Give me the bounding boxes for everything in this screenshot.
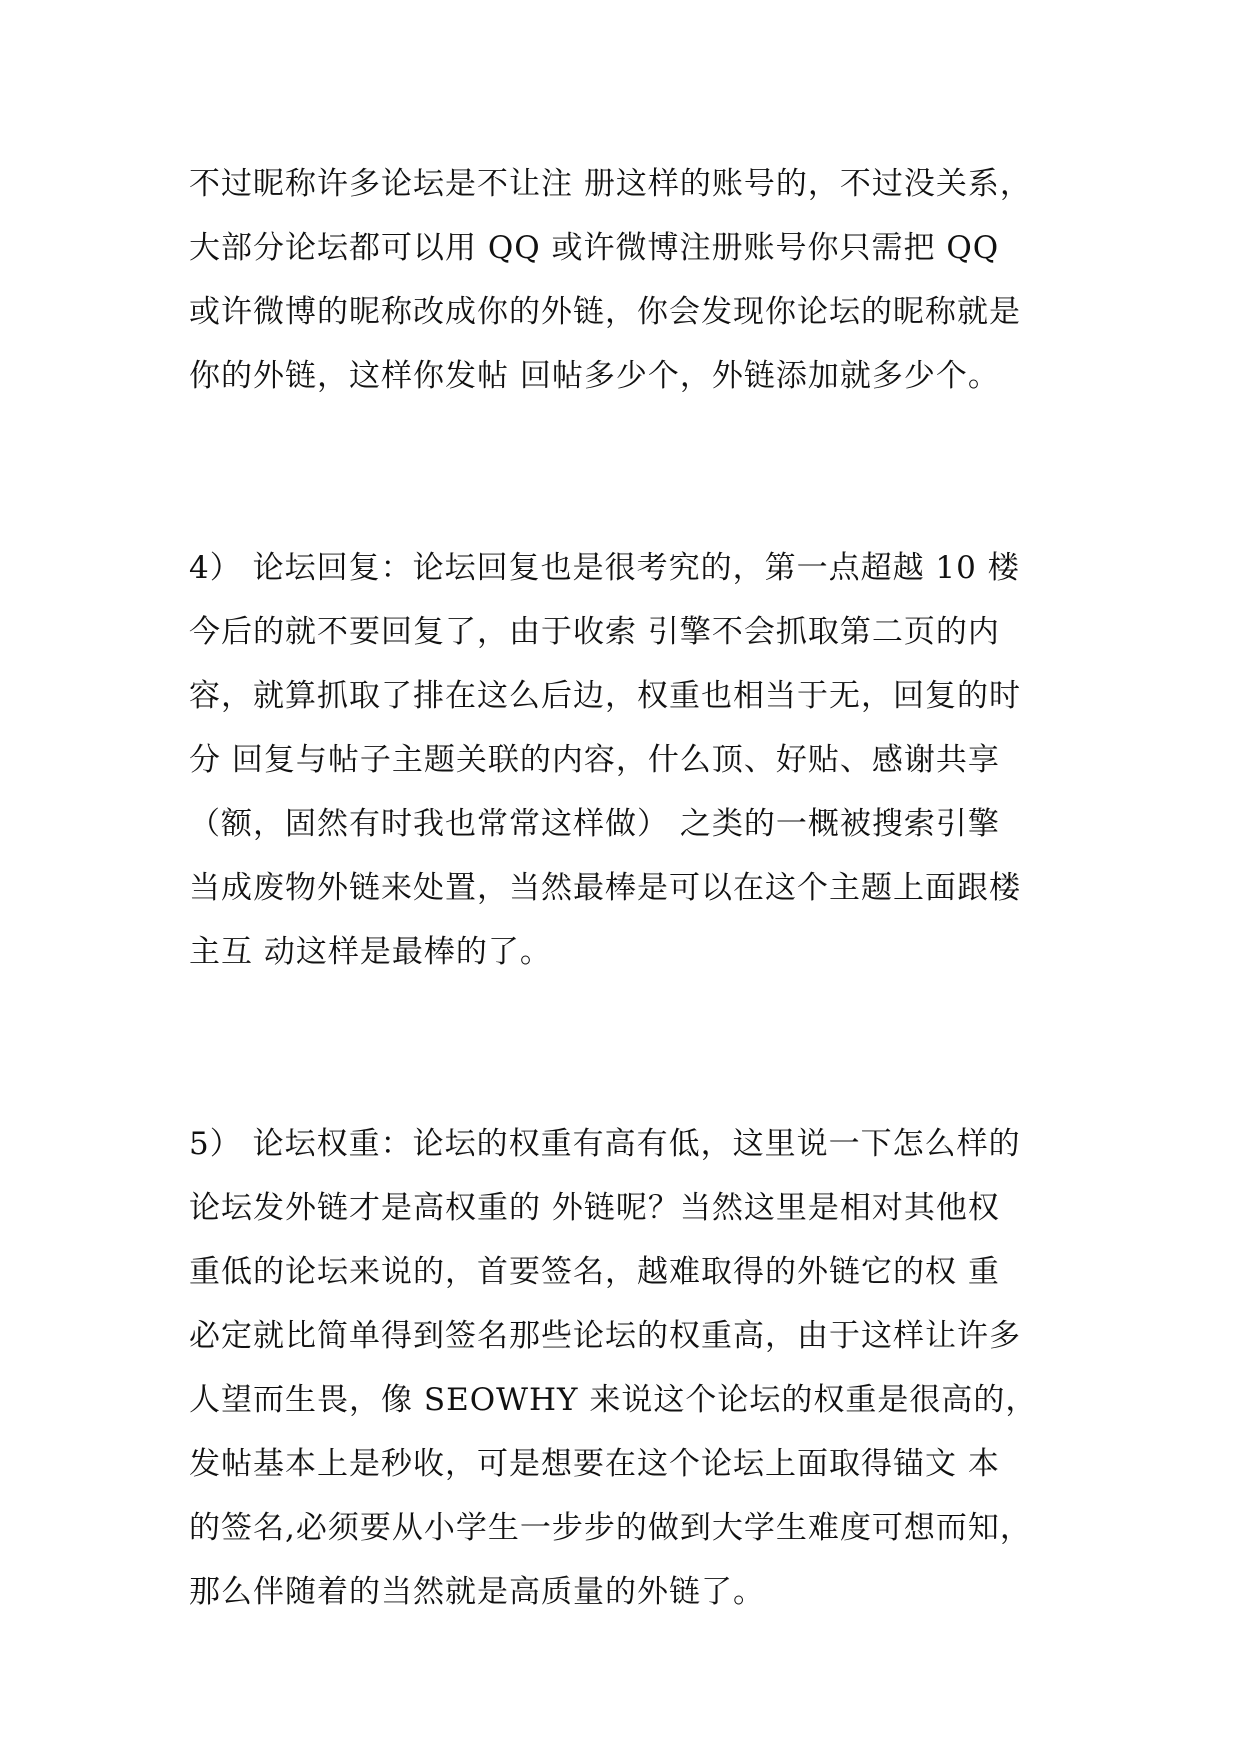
text-line: 当成废物外链来处置，当然最棒是可以在这个主题上面跟楼 [189, 870, 1021, 906]
document-body [189, 152, 1057, 1624]
text-line: 或许微博的昵称改成你的外链，你会发现你论坛的昵称就是 [189, 294, 1021, 330]
text-line: 人望而生畏，像 SEOWHY 来说这个论坛的权重是很高的， [189, 1382, 1038, 1418]
text-line: 大部分论坛都可以用 QQ 或许微博注册账号你只需把 QQ [189, 230, 1000, 266]
text-line: 不过昵称许多论坛是不让注 册这样的账号的，不过没关系， [189, 166, 1032, 202]
paragraph-spacer [189, 984, 1057, 1112]
text-line: 你的外链，这样你发帖 回帖多少个，外链添加就多少个。 [189, 358, 1000, 394]
paragraph-spacer [189, 408, 1057, 536]
text-line: 分 回复与帖子主题关联的内容，什么顶、好贴、感谢共享 [189, 742, 1000, 778]
text-line: 4） 论坛回复：论坛回复也是很考究的，第一点超越 10 楼 [189, 550, 1020, 586]
text-line: 论坛发外链才是高权重的 外链呢？当然这里是相对其他权 [189, 1190, 1000, 1226]
text-line: 的签名,必须要从小学生一步步的做到大学生难度可想而知， [189, 1510, 1032, 1546]
paragraph-forum-replies [189, 536, 1057, 984]
text-line: 发帖基本上是秒收，可是想要在这个论坛上面取得锚文 本 [189, 1446, 1000, 1482]
text-line: 重低的论坛来说的，首要签名，越难取得的外链它的权 重 [189, 1254, 1000, 1290]
text-line: 今后的就不要回复了，由于收索 引擎不会抓取第二页的内 [189, 614, 1000, 650]
paragraph-forum-weight [189, 1112, 1057, 1624]
text-line: 主互 动这样是最棒的了。 [189, 934, 552, 970]
text-line: 必定就比简单得到签名那些论坛的权重高，由于这样让许多 [189, 1318, 1021, 1354]
text-line: （额，固然有时我也常常这样做） 之类的一概被搜索引擎 [189, 806, 1000, 842]
text-line: 容，就算抓取了排在这么后边，权重也相当于无，回复的时 [189, 678, 1021, 714]
paragraph-nickname-links [189, 152, 1057, 408]
text-line: 5） 论坛权重：论坛的权重有高有低，这里说一下怎么样的 [189, 1126, 1021, 1162]
text-line: 那么伴随着的当然就是高质量的外链了。 [189, 1574, 765, 1610]
